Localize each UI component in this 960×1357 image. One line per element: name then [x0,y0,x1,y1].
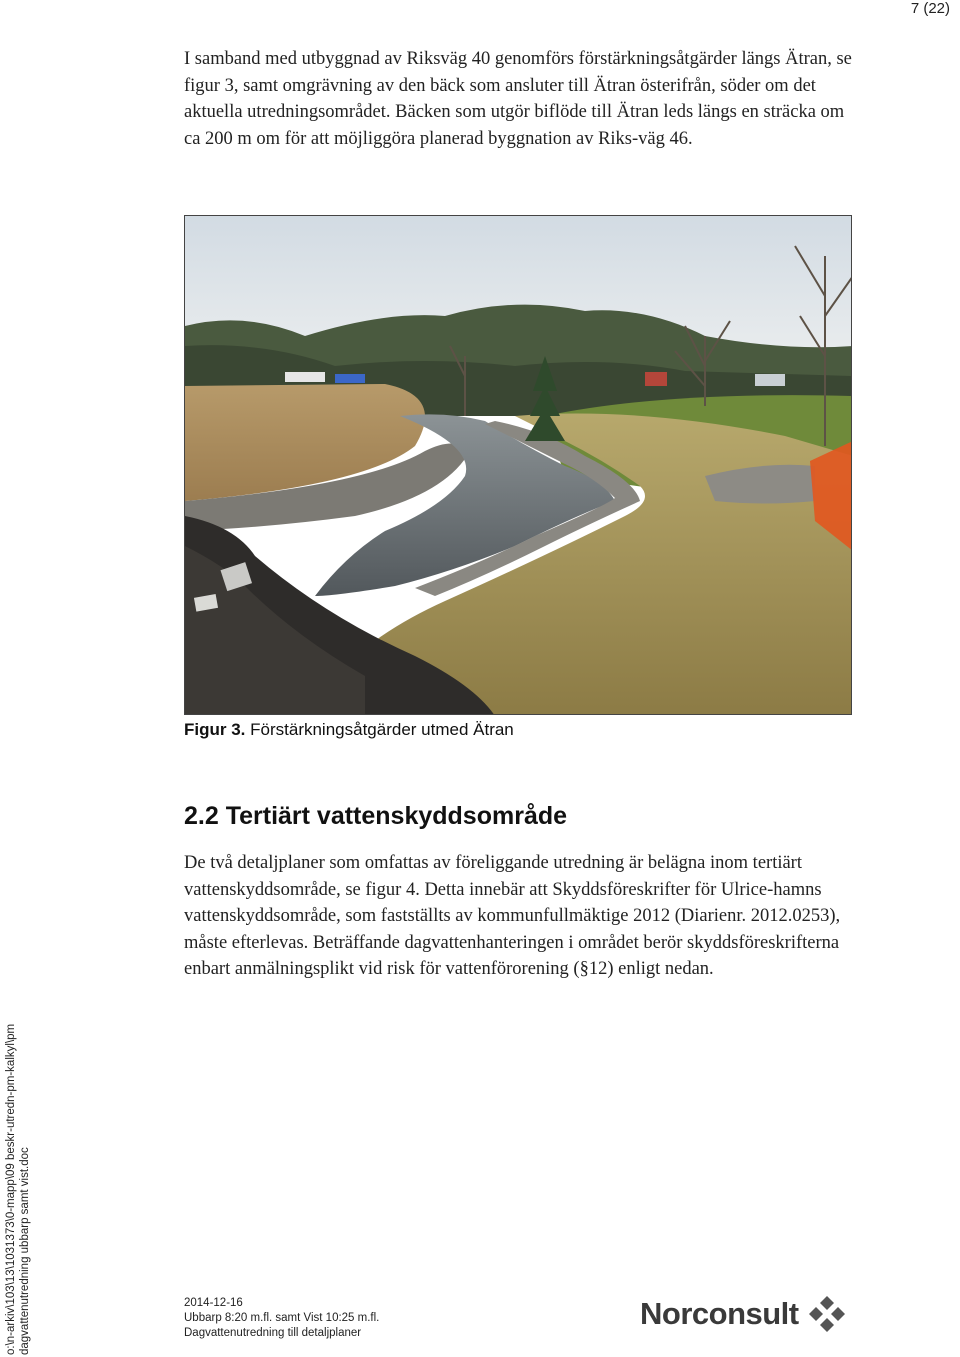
section-paragraph: De två detaljplaner som omfattas av föreliggande utredning är belägna inom tertiärt vattenskyddsområde, se figur 4. Detta innebär att Skyddsföreskrifter för Ulrice-hamns vattenskyddsområde, som fastställts av kommunfullmäktige 2012 (Diarienr. 2012.0253), måste efterlevas. Beträffande dagvattenhanteringen i området berör skyddsföreskrifterna enbart anmälningsplikt vid risk för vattenförorening (§12) enligt nedan. [184,853,841,979]
figure-label: Figur 3. [184,720,246,739]
side-path-line-2: dagvattenutredning ubbarp samt vist.doc [19,1147,31,1355]
footer [184,1296,379,1341]
footer-revision: Ubbarp 8:20 m.fl. samt Vist 10:25 m.fl. [184,1312,380,1324]
figure-caption [184,720,514,740]
side-file-path [0,1023,40,1357]
logo-text: Norconsult [640,1296,799,1331]
norconsult-logo [640,1294,849,1334]
norconsult-diamond-icon [805,1294,849,1334]
figure-caption-text: Förstärkningsåtgärder utmed Ätran [250,720,514,739]
intro-paragraph: I samband med utbyggnad av Riksväg 40 genomförs förstärkningsåtgärder längs Ätran, se figur 3, samt omgrävning av den bäck som ansluter till Ätran österifrån, söder om det aktuella utredningsområdet. Bäcken som utgör biflöde till Ätran leds längs en sträcka om ca 200 m om för att möjliggöra planerad byggnation av Riks-väg 46. [184,49,852,149]
side-path-line-1: o:\n-arkiv\103\13\1031373\0-mapp\09 beskr-utredn-pm-kalkyl\pm [5,1023,17,1355]
section-heading: 2.2 Tertiärt vattenskyddsområde [184,802,568,830]
footer-date: 2014-12-16 [184,1297,243,1309]
footer-document-title: Dagvattenutredning till detaljplaner [184,1327,362,1339]
page-number: 7 (22) [910,0,950,17]
figure-photo [184,215,852,715]
river-photo-illustration [185,216,852,715]
